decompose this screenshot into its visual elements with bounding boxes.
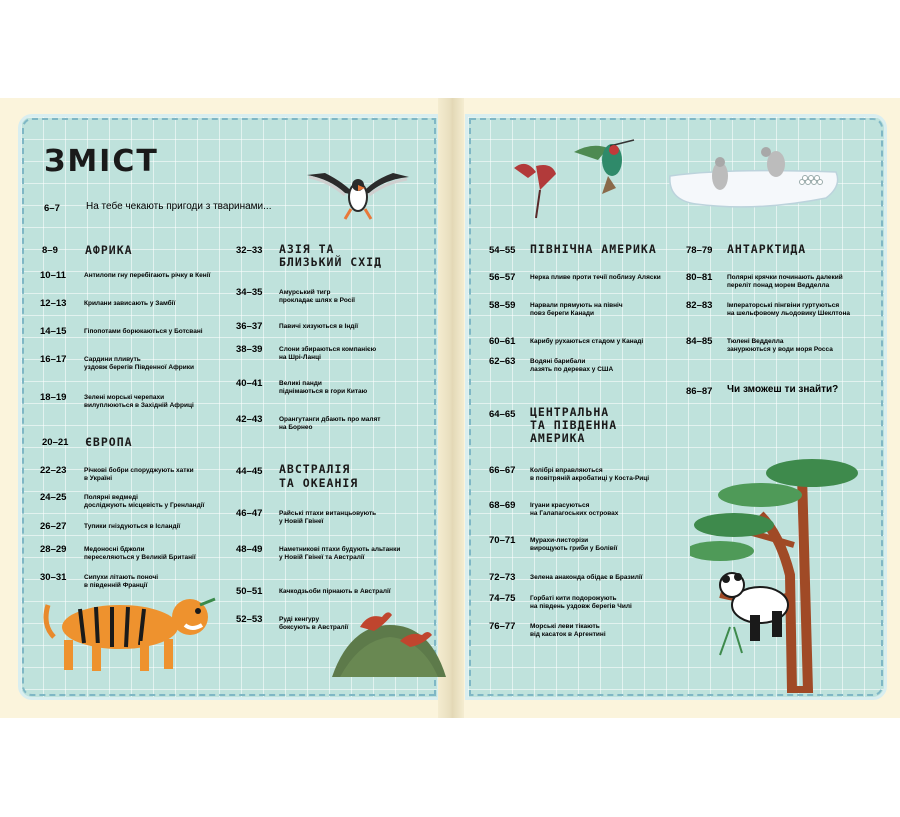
entry-text-line[interactable]: Антилопи гну перебігають річку в Кенії [84, 272, 211, 279]
entry-pages[interactable]: 46–47 [236, 508, 263, 519]
entry-pages[interactable]: 70–71 [489, 535, 516, 546]
entry-text-line[interactable]: Карибу рухаються стадом у Канаді [530, 338, 644, 345]
region-europe[interactable]: ЄВРОПА [85, 435, 133, 449]
entry-text-line[interactable]: у Новій Гвінеї та Австралії [279, 554, 365, 561]
entry-text-line[interactable]: Водяні барибали [530, 358, 586, 365]
entry-pages[interactable]: 24–25 [40, 492, 67, 503]
kangaroo-hill-icon [330, 605, 448, 680]
entry-text-line[interactable]: переселяються у Великій Британії [84, 554, 196, 561]
entry-pages[interactable]: 22–23 [40, 465, 67, 476]
entry-text-line[interactable]: Зелені морські черепахи [84, 394, 165, 401]
entry-text-line[interactable]: Імператорські пінгвіни гуртуються [727, 302, 840, 309]
entry-pages[interactable]: 34–35 [236, 287, 263, 298]
entry-pages[interactable]: 52–53 [236, 614, 263, 625]
entry-text-line[interactable]: Великі панди [279, 380, 322, 387]
entry-text-line[interactable]: Наметникові птахи будують альтанки [279, 546, 401, 553]
entry-pages[interactable]: 66–67 [489, 465, 516, 476]
region-australia-line1[interactable]: АВСТРАЛІЯ [279, 462, 351, 476]
penguins-icon [666, 142, 842, 214]
entry-pages[interactable]: 30–31 [40, 572, 67, 583]
entry-pages[interactable]: 12–13 [40, 298, 67, 309]
entry-pages[interactable]: 28–29 [40, 544, 67, 555]
entry-pages[interactable]: 84–85 [686, 336, 713, 347]
entry-text-line[interactable]: лазять по деревах у США [530, 366, 614, 373]
entry-text-line[interactable]: Качкодзьоби пірнають в Австралії [279, 588, 391, 595]
entry-text-line[interactable]: Мурахи-листорізи [530, 537, 589, 544]
entry-text-line[interactable]: на Борнео [279, 424, 313, 431]
entry-text-line[interactable]: Руді кенгуру [279, 616, 320, 623]
north-america-pages[interactable]: 54–55 [489, 245, 516, 256]
entry-text-line[interactable]: Нарвали прямують на північ [530, 302, 623, 309]
entry-text-line[interactable]: Сардини пливуть [84, 356, 141, 363]
page-title: ЗМІСТ [44, 144, 159, 179]
entry-text-line[interactable]: переліт понад морем Ведделла [727, 282, 830, 289]
entry-text-line[interactable]: вилуплюються в Західній Африці [84, 402, 194, 409]
region-africa[interactable]: АФРИКА [85, 243, 133, 257]
entry-text-line[interactable]: вирощують гриби у Болівії [530, 545, 618, 552]
entry-pages[interactable]: 68–69 [489, 500, 516, 511]
entry-pages[interactable]: 60–61 [489, 336, 516, 347]
entry-pages[interactable]: 74–75 [489, 593, 516, 604]
region-antarctica[interactable]: АНТАРКТИДА [727, 242, 807, 256]
entry-text-line[interactable]: Медоносні бджоли [84, 546, 145, 553]
entry-text-line[interactable]: на південь уздовж берегів Чилі [530, 603, 632, 610]
entry-text-line[interactable]: Горбаті кити подорожують [530, 595, 617, 602]
entry-pages[interactable]: 10–11 [40, 270, 66, 281]
region-asia-line2[interactable]: БЛИЗЬКИЙ СХІД [279, 255, 383, 269]
asia-pages[interactable]: 32–33 [236, 245, 263, 256]
entry-text-line[interactable]: Полярні ведмеді [84, 494, 138, 501]
entry-text-line[interactable]: Сипухи літають поночі [84, 574, 159, 581]
entry-text-line[interactable]: Слони збираються компанією [279, 346, 377, 353]
entry-text-line[interactable]: на Шрі-Ланці [279, 354, 321, 361]
entry-text-line[interactable]: Крилани зависають у Замбії [84, 300, 176, 307]
entry-pages[interactable]: 62–63 [489, 356, 516, 367]
intro-pages[interactable]: 6–7 [44, 203, 60, 214]
antarctica-pages[interactable]: 78–79 [686, 245, 713, 256]
entry-pages[interactable]: 76–77 [489, 621, 516, 632]
entry-text-line[interactable]: в Україні [84, 475, 112, 482]
entry-text-line[interactable]: Тупики гніздуються в Ісландії [84, 523, 181, 530]
entry-text-line[interactable]: Річкові бобри споруджують хатки [84, 467, 194, 474]
entry-text-line[interactable]: Тюлені Ведделла [727, 338, 784, 345]
entry-pages[interactable]: 14–15 [40, 326, 67, 337]
australia-pages[interactable]: 44–45 [236, 466, 263, 477]
entry-text-line[interactable]: Павичі хизуються в Індії [279, 323, 359, 330]
entry-text-line[interactable]: уздовж берегів Південної Африки [84, 364, 194, 371]
region-central-south-line1[interactable]: ЦЕНТРАЛЬНА [530, 405, 610, 419]
entry-pages[interactable]: 16–17 [40, 354, 67, 365]
entry-text-line[interactable]: занурюються у води моря Росса [727, 346, 833, 353]
entry-pages[interactable]: 40–41 [236, 378, 263, 389]
central-south-pages[interactable]: 64–65 [489, 409, 516, 420]
tiger-icon [40, 585, 222, 675]
entry-text-line[interactable]: Колібрі вправляються [530, 467, 603, 474]
entry-text-line[interactable]: в південній Франції [84, 582, 148, 589]
find-pages[interactable]: 86–87 [686, 386, 713, 397]
entry-text-line[interactable]: піднімаються в гори Китаю [279, 388, 368, 395]
hummingbird-icon [512, 138, 640, 222]
entry-pages[interactable]: 82–83 [686, 300, 713, 311]
entry-text-line[interactable]: від касаток в Аргентині [530, 631, 606, 638]
entry-pages[interactable]: 26–27 [40, 521, 67, 532]
entry-pages[interactable]: 50–51 [236, 586, 263, 597]
entry-pages[interactable]: 56–57 [489, 272, 516, 283]
entry-text-line[interactable]: в повітряній акробатиці у Коста-Риці [530, 475, 650, 482]
entry-text-line[interactable]: досліджують місцевість у Гренландії [84, 502, 205, 509]
entry-text-line[interactable]: боксують в Австралії [279, 624, 349, 631]
entry-pages[interactable]: 36–37 [236, 321, 263, 332]
entry-pages[interactable]: 48–49 [236, 544, 263, 555]
entry-pages[interactable]: 38–39 [236, 344, 263, 355]
entry-text-line[interactable]: прокладає шлях в Росії [279, 297, 355, 304]
entry-pages[interactable]: 72–73 [489, 572, 516, 583]
entry-text-line[interactable]: на Галапагоських островах [530, 510, 619, 517]
region-asia-line1[interactable]: АЗІЯ ТА [279, 242, 335, 256]
entry-pages[interactable]: 80–81 [686, 272, 713, 283]
region-central-south-line2[interactable]: ТА ПІВДЕННА [530, 418, 618, 432]
entry-pages[interactable]: 58–59 [489, 300, 516, 311]
region-north-america[interactable]: ПІВНІЧНА АМЕРИКА [530, 242, 657, 256]
entry-text-line[interactable]: Морські леви тікають [530, 623, 600, 630]
entry-text-line[interactable]: на шельфовому льодовику Шеклтона [727, 310, 851, 317]
tree-panda-icon [690, 455, 860, 693]
find-text[interactable]: Чи зможеш ти знайти? [727, 384, 839, 395]
puffin-icon [305, 165, 411, 229]
entry-pages[interactable]: 18–19 [40, 392, 67, 403]
region-central-south-line3[interactable]: АМЕРИКА [530, 431, 586, 445]
entry-text-line[interactable]: Райські птахи витанцьовують [279, 510, 377, 517]
entry-text-line[interactable]: Нерка пливе проти течії поблизу Аляски [530, 274, 661, 281]
entry-text-line[interactable]: Гіпопотами борюкаються у Ботсвані [84, 328, 203, 335]
entry-text-line[interactable]: Орангутанги дбають про малят [279, 416, 381, 423]
entry-pages[interactable]: 42–43 [236, 414, 263, 425]
entry-text-line[interactable]: у Новій Гвінеї [279, 518, 324, 525]
entry-text-line[interactable]: Ігуани красуються [530, 502, 590, 509]
europe-pages[interactable]: 20–21 [42, 437, 69, 448]
intro-text[interactable]: На тебе чекають пригоди з тваринами... [86, 201, 272, 212]
africa-pages[interactable]: 8–9 [42, 245, 58, 256]
entry-text-line[interactable]: Амурський тигр [279, 289, 331, 296]
entry-text-line[interactable]: повз береги Канади [530, 310, 594, 317]
entry-text-line[interactable]: Зелена анаконда обідає в Бразилії [530, 574, 643, 581]
region-australia-line2[interactable]: ТА ОКЕАНІЯ [279, 476, 359, 490]
entry-text-line[interactable]: Полярні крячки починають далекий [727, 274, 843, 281]
